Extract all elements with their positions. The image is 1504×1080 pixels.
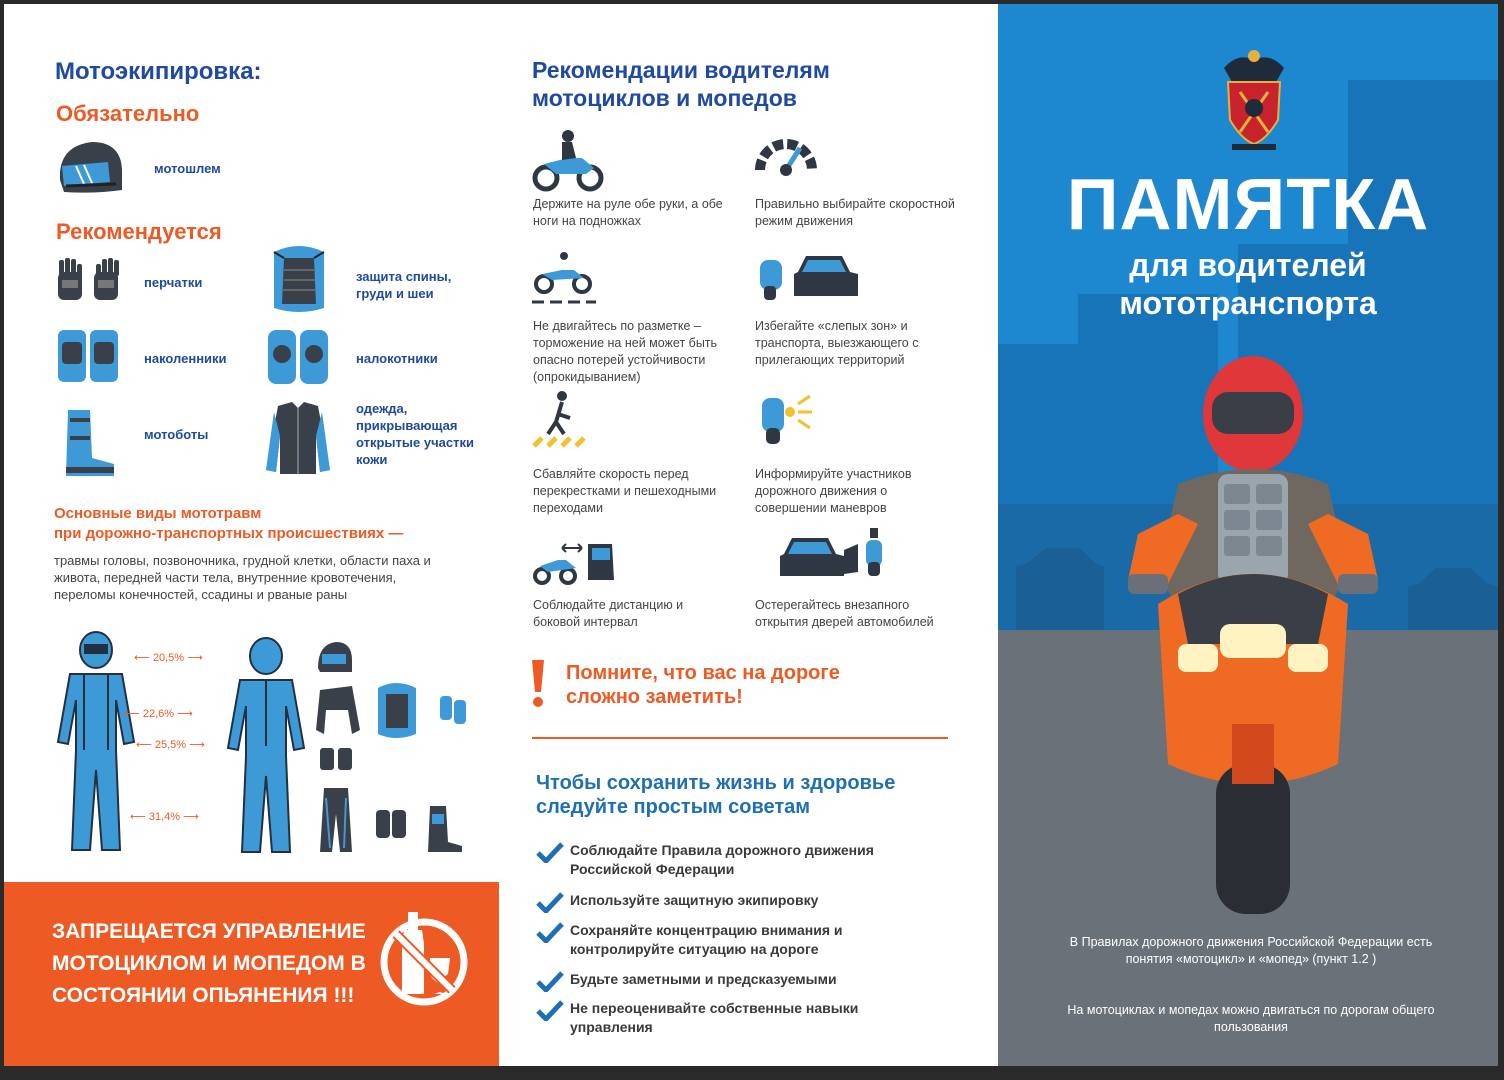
advice-item: [536, 841, 936, 879]
tip-road-marking: Не двигайтесь по разметке – торможение на ней может быть опасно потерей устойчивости (опрокидыванием): [533, 319, 718, 384]
distance-icon: [532, 538, 616, 591]
advice-item-text: Не переоценивайте собственные навыки управления: [570, 1000, 859, 1035]
elbow-pads-label: налокотники: [356, 351, 438, 366]
recommended-heading: Рекомендуется: [56, 219, 222, 244]
checkmark-icon: [536, 891, 570, 918]
cover-panel: [998, 4, 1498, 1066]
car-door-icon: [778, 524, 894, 587]
advice-item-text: Соблюдайте Правила дорожного движения Российской Федерации: [570, 842, 874, 877]
checkmark-icon: [536, 841, 570, 868]
ban-block: [4, 882, 499, 1066]
injuries-text: травмы головы, позвоночника, грудной клетки, области паха и живота, передней части тела, внутренние кровотечения, переломы конечностей, ссадины и рваные раны: [54, 553, 431, 602]
exclamation-icon: [528, 658, 548, 715]
knee-pads-label: наколенники: [144, 351, 227, 366]
injuries-title-line2: при дорожно-транспортных происшествиях —: [54, 525, 404, 542]
advice-item: [536, 999, 936, 1037]
police-emblem-icon: [1218, 46, 1290, 159]
advice-item-text: Будьте заметными и предсказуемыми: [570, 971, 837, 987]
road-marking-icon: [532, 252, 596, 311]
required-heading: Обязательно: [56, 101, 200, 126]
pct-legs-value: 31,4%: [148, 811, 181, 823]
cover-subtitle: для водителей мототранспорта: [1119, 247, 1377, 321]
boots-icon: [60, 408, 120, 483]
cover-note-roads: На мотоциклах и мопедах можно двигаться по дорогам общего пользования: [1067, 1003, 1435, 1034]
leaflet-sheet: [4, 4, 1498, 1066]
helmet-label: мотошлем: [154, 161, 221, 176]
checkmark-icon: [536, 921, 570, 948]
back-protector-icon: [266, 242, 332, 321]
jacket-icon: [262, 400, 334, 483]
knee-pads-icon: [56, 326, 122, 393]
pct-head: ⟵ 20,5% ⟶: [134, 652, 203, 664]
cover-title: ПАМЯТКА: [1066, 165, 1430, 245]
pct-legs: ⟵ 31,4% ⟶: [130, 811, 199, 823]
rider-back-figure: [220, 636, 312, 863]
remember-text: Помните, что вас на дороге сложно заметить!: [566, 662, 840, 708]
advice-item-text: Используйте защитную экипировку: [570, 892, 819, 908]
motorcycle-rider-icon: [532, 128, 604, 197]
gear-collection-icon: [316, 638, 476, 863]
rider-illustration: [1108, 344, 1398, 919]
frame-bottom-border: [0, 1066, 1504, 1080]
pct-waist: ⟵ 25,5% ⟶: [136, 739, 205, 751]
equipment-heading: Мотоэкипировка:: [55, 58, 262, 85]
injuries-title: [54, 504, 403, 544]
tip-inform: Информируйте участников дорожного движения о совершении маневров: [755, 467, 912, 515]
no-alcohol-icon: [378, 910, 470, 1015]
pct-waist-value: 25,5%: [154, 739, 187, 751]
tip-blind-spots: Избегайте «слепых зон» и транспорта, выезжающего с прилегающих территорий: [755, 319, 919, 367]
divider-line: [532, 737, 948, 739]
frame-right-border: [1498, 0, 1504, 1080]
gloves-label: перчатки: [144, 275, 203, 290]
boots-label: мотоботы: [144, 427, 209, 442]
elbow-pads-icon: [266, 326, 332, 393]
cover-note-definition: В Правилах дорожного движения Российской Федерации есть понятия «мотоцикл» и «мопед» (пункт 1.2 ): [1069, 935, 1433, 966]
helmet-icon: [54, 136, 126, 203]
blind-spot-icon: [754, 248, 864, 311]
checkmark-icon: [536, 999, 570, 1026]
checkmark-icon: [536, 970, 570, 997]
signal-maneuver-icon: [754, 388, 818, 455]
ban-text: ЗАПРЕЩАЕТСЯ УПРАВЛЕНИЕ МОТОЦИКЛОМ И МОПЕДОМ В СОСТОЯНИИ ОПЬЯНЕНИЯ !!!: [52, 920, 366, 1007]
advice-item-text: Сохраняйте концентрацию внимания и контролируйте ситуацию на дороге: [570, 922, 843, 957]
pct-head-value: 20,5%: [152, 652, 185, 664]
pct-chest-value: 22,6%: [142, 708, 175, 720]
tip-crossings: Сбавляйте скорость перед перекрестками и пешеходными переходами: [533, 467, 717, 515]
tip-speed: Правильно выбирайте скоростной режим движения: [755, 197, 955, 228]
tip-distance: Соблюдайте дистанцию и боковой интервал: [533, 598, 684, 629]
speedometer-icon: [754, 126, 818, 185]
clothing-label: одежда, прикрывающая открытые участки кожи: [356, 401, 474, 467]
gloves-icon: [54, 256, 124, 313]
advice-item: [536, 921, 936, 959]
tip-car-doors: Остерегайтесь внезапного открытия дверей автомобилей: [755, 598, 934, 629]
advice-heading: Чтобы сохранить жизнь и здоровье следуйте простым советам: [536, 772, 896, 818]
advice-item: [536, 970, 936, 997]
crosswalk-icon: [532, 390, 596, 455]
rider-front-figure: [50, 630, 142, 861]
injuries-title-line1: Основные виды мототравм: [54, 505, 262, 522]
pct-chest: ⟵ 22,6% ⟶: [124, 708, 193, 720]
back-protection-label: защита спины, груди и шеи: [356, 269, 452, 301]
recommendations-heading: Рекомендации водителям мотоциклов и мопедов: [532, 57, 830, 111]
advice-item: [536, 891, 936, 918]
tip-hands-feet: Держите на руле обе руки, а обе ноги на подножках: [533, 197, 723, 228]
